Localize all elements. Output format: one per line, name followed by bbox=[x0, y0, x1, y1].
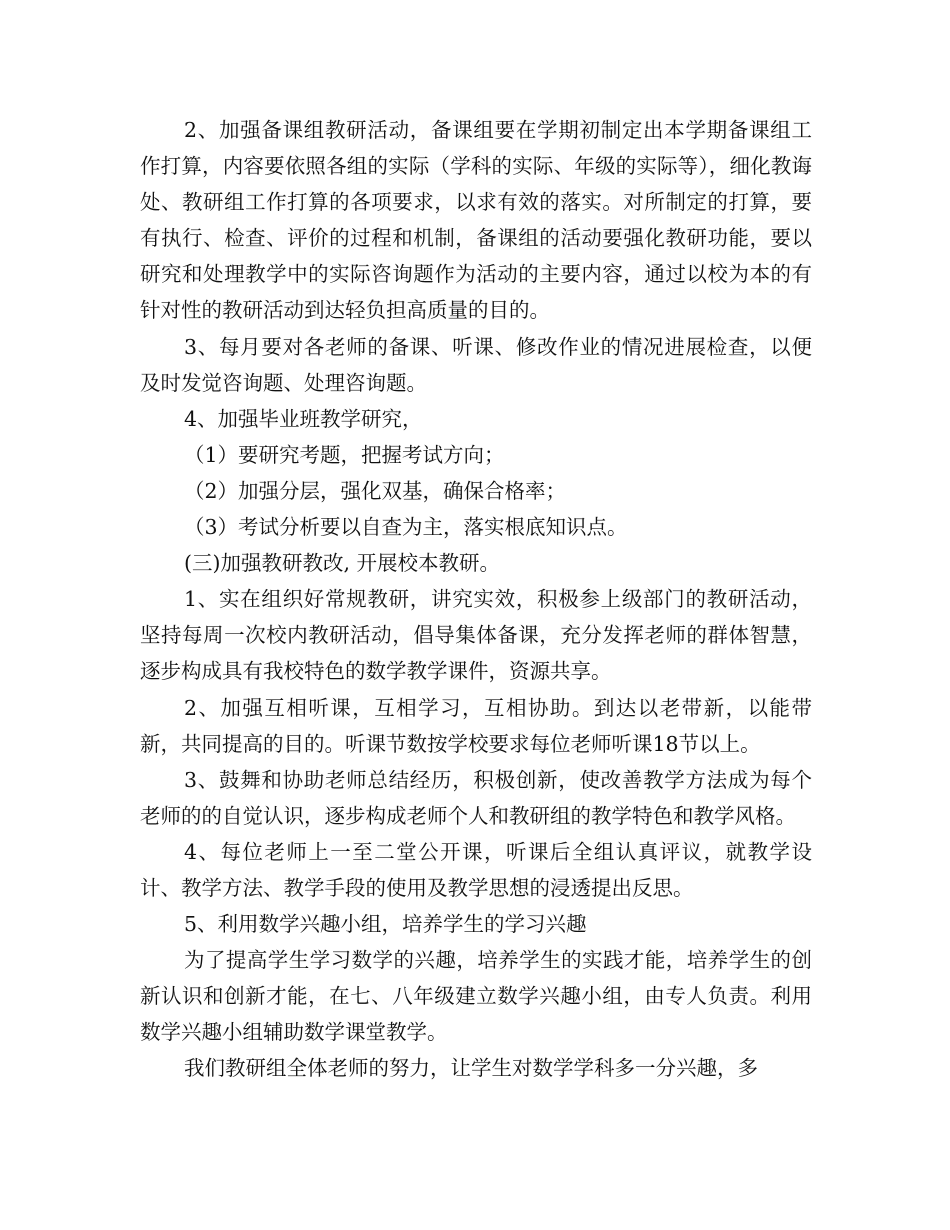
paragraph: 2、加强备课组教研活动，备课组要在学期初制定出本学期备课组工作打算，内容要依照各组的实际（学科的实际、年级的实际等），细化教诲处、教研组工作打算的各项要求，以求有效的落实。对所制定的打算，要有执行、检查、评价的过程和机制，备课组的活动要强化教研功能，要以研究和处理教学中的实际咨询题作为活动的主要内容，通过以校为本的有针对性的教研活动到达轻负担高质量的目的。 bbox=[140, 118, 812, 323]
section-heading: (三)加强教研教改, 开展校本教研。 bbox=[184, 551, 501, 576]
paragraph: 4、每位老师上一至二堂公开课，听课后全组认真评议，就教学设计、教学方法、教学手段的使用及教学思想的浸透提出反思。 bbox=[140, 839, 812, 900]
paragraph: 我们教研组全体老师的努力，让学生对数学学科多一分兴趣，多 bbox=[184, 1056, 758, 1081]
list-item: （2）加强分层，强化双基，确保合格率； bbox=[184, 478, 567, 503]
list-item: （1）要研究考题，把握考试方向； bbox=[184, 442, 505, 467]
paragraph: 5、利用数学兴趣小组，培养学生的学习兴趣 bbox=[184, 912, 587, 937]
paragraph: 3、鼓舞和协助老师总结经历，积极创新，使改善教学方法成为每个老师的的自觉认识，逐步构成老师个人和教研组的教学特色和教学风格。 bbox=[140, 767, 812, 828]
paragraph: 为了提高学生学习数学的兴趣，培养学生的实践才能，培养学生的创新认识和创新才能，在七、八年级建立数学兴趣小组，由专人负责。利用数学兴趣小组辅助数学课堂教学。 bbox=[140, 948, 812, 1045]
list-item: （3）考试分析要以自查为主，落实根底知识点。 bbox=[184, 515, 628, 540]
paragraph: 2、加强互相听课，互相学习，互相协助。到达以老带新，以能带新，共同提高的目的。听课节数按学校要求每位老师听课18节以上。 bbox=[140, 695, 812, 756]
document-body bbox=[140, 112, 812, 1087]
paragraph: 1、实在组织好常规教研，讲究实效，积极参上级部门的教研活动，坚持每周一次校内教研活动，倡导集体备课，充分发挥老师的群体智慧，逐步构成具有我校特色的数学教学课件，资源共享。 bbox=[140, 587, 812, 684]
paragraph: 3、每月要对各老师的备课、听课、修改作业的情况进展检查，以便及时发觉咨询题、处理咨询题。 bbox=[140, 334, 812, 395]
paragraph: 4、加强毕业班教学研究， bbox=[184, 406, 423, 431]
